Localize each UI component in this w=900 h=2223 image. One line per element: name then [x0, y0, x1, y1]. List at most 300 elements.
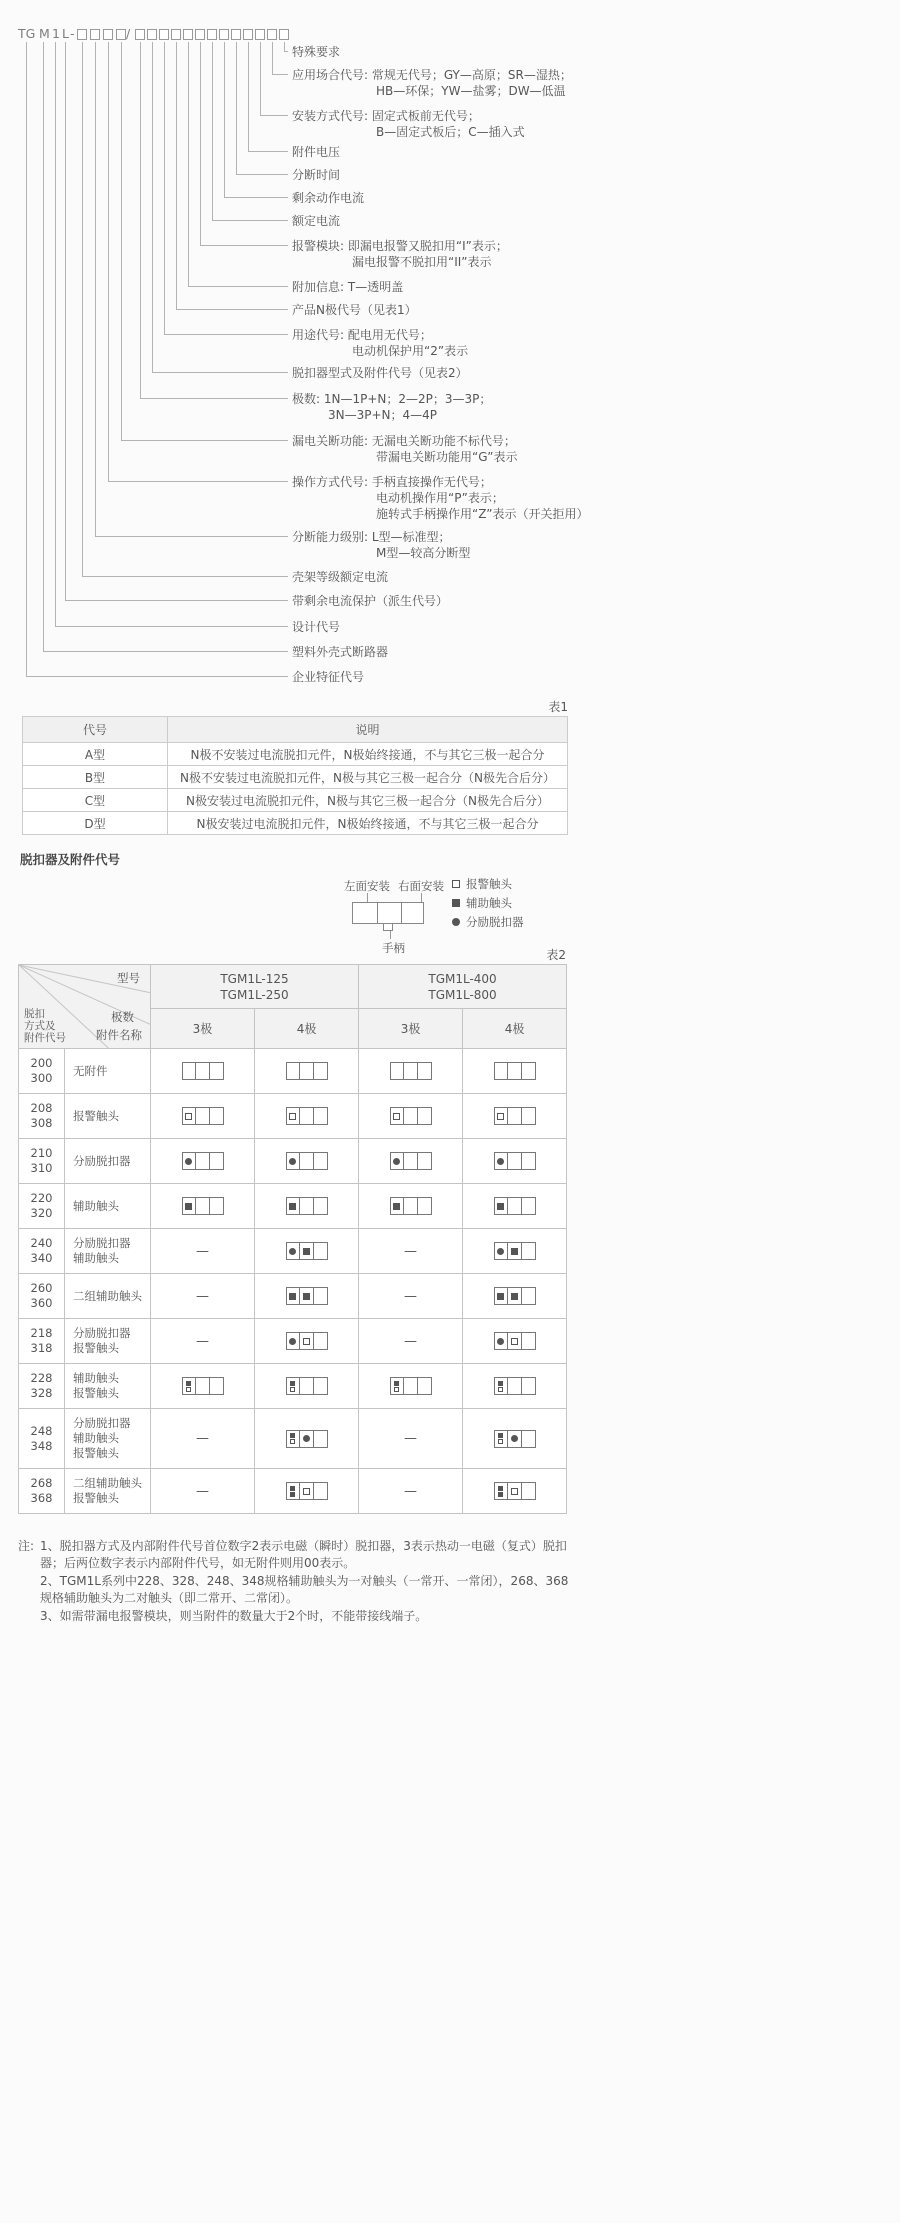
table-row [19, 1319, 567, 1364]
handle-pointer [390, 931, 391, 939]
legend-item [452, 912, 524, 931]
callout-text-line: 3N—3P+N；4—4P [292, 408, 438, 422]
breaker-glyph [390, 1152, 432, 1170]
trip-code: 348 [30, 1438, 53, 1453]
breaker-compartment [314, 1243, 327, 1259]
breaker-compartment [391, 1198, 405, 1214]
code-cell: A型 [23, 743, 168, 766]
breaker-compartment [495, 1063, 509, 1079]
corner-model-label: 型号 [117, 971, 140, 985]
alarm-mark [303, 1338, 310, 1345]
alarm-mark [290, 1387, 295, 1392]
legend-item [452, 893, 524, 912]
trip-code: 260 [30, 1281, 53, 1295]
symbol-cell [463, 1409, 567, 1469]
breaker-compartment [300, 1063, 314, 1079]
accessory-name-cell [65, 1139, 151, 1184]
callout-label [292, 669, 364, 685]
breaker-compartment [287, 1483, 301, 1499]
accessory-name-cell [65, 1229, 151, 1274]
aux-mark [303, 1293, 310, 1300]
callout-label [292, 593, 448, 609]
trip-code-cell [19, 1184, 65, 1229]
shunt-mark [289, 1248, 296, 1255]
accessory-name-cell [65, 1364, 151, 1409]
model-prefix-char: L [62, 26, 69, 41]
model-name: TGM1L-125 [220, 971, 289, 986]
breaker-compartment [418, 1198, 431, 1214]
shunt-mark [289, 1338, 296, 1345]
breaker-compartment [210, 1378, 223, 1394]
breaker-glyph [494, 1287, 536, 1305]
accessory-name-line: 报警触头 [73, 1386, 119, 1400]
breaker-glyph [182, 1197, 224, 1215]
breaker-compartment [196, 1378, 210, 1394]
breaker-compartment [300, 1483, 314, 1499]
model-prefix-char: M [39, 26, 50, 41]
breaker-compartment [314, 1483, 327, 1499]
accessory-name-line: 报警触头 [73, 1341, 119, 1355]
breaker-glyph [286, 1152, 328, 1170]
breaker-compartment [508, 1431, 522, 1447]
breaker-divider [377, 903, 378, 923]
breaker-compartment [210, 1063, 223, 1079]
breaker-compartment [495, 1378, 509, 1394]
breaker-compartment [314, 1378, 327, 1394]
accessory-name-line: 二组辅助触头 [73, 1476, 142, 1490]
breaker-compartment [391, 1063, 405, 1079]
callout-text-line: 电动机保护用“2”表示 [292, 344, 469, 358]
callout-label [292, 302, 417, 318]
breaker-compartment [508, 1288, 522, 1304]
symbol-cell: — [359, 1469, 463, 1514]
trip-code: 320 [30, 1206, 53, 1220]
aux-mark [185, 1203, 192, 1210]
symbol-cell [463, 1469, 567, 1514]
accessory-name-cell [65, 1049, 151, 1094]
breaker-compartment [300, 1108, 314, 1124]
n-pole-code-table [22, 716, 568, 835]
accessory-name-line: 分励脱扣器 [73, 1236, 131, 1250]
callout-label [292, 44, 340, 60]
callout-text-line: 安装方式代号: 固定式板前无代号； [292, 109, 480, 123]
trip-code: 310 [30, 1161, 53, 1175]
model-prefix-char: TG [18, 26, 36, 41]
description-cell: N极安装过电流脱扣元件，N极与其它三极一起合分（N极先合后分） [168, 789, 568, 812]
aux-mark [498, 1433, 503, 1438]
callout-text-line: B—固定式板后；C—插入式 [292, 125, 525, 139]
aux-mark [289, 1203, 296, 1210]
breaker-glyph [494, 1152, 536, 1170]
model-digit-box [171, 29, 181, 40]
accessory-name-line: 分励脱扣器 [73, 1416, 131, 1430]
table-row [19, 1409, 567, 1469]
table-row [23, 812, 568, 835]
breaker-compartment [404, 1063, 418, 1079]
trip-code-cell [19, 1049, 65, 1094]
breaker-compartment [508, 1063, 522, 1079]
breaker-compartment [196, 1153, 210, 1169]
aux-mark [511, 1293, 518, 1300]
callout-text-line: 特殊要求 [292, 45, 341, 59]
symbol-cell [255, 1139, 359, 1184]
model-prefix-char: - [70, 26, 75, 41]
callout-label [292, 644, 388, 660]
table-row [19, 1364, 567, 1409]
breaker-compartment [314, 1198, 327, 1214]
breaker-compartment [418, 1063, 431, 1079]
breaker-glyph [390, 1062, 432, 1080]
aux-mark [498, 1486, 503, 1491]
callout-text-line: HB—环保；YW—盐雾；DW—低温 [292, 84, 566, 98]
symbol-cell: — [359, 1274, 463, 1319]
aux-mark [303, 1248, 310, 1255]
breaker-glyph [286, 1430, 328, 1448]
breaker-compartment [495, 1333, 509, 1349]
table-row [19, 1184, 567, 1229]
left-mount-pointer [367, 893, 368, 902]
breaker-compartment [287, 1108, 301, 1124]
accessory-name-line: 报警触头 [73, 1446, 119, 1460]
symbol-cell [255, 1469, 359, 1514]
breaker-compartment [522, 1378, 535, 1394]
breaker-glyph [286, 1107, 328, 1125]
breaker-compartment [522, 1108, 535, 1124]
symbol-cell [255, 1049, 359, 1094]
handle-tab [383, 924, 393, 931]
breaker-compartment [391, 1378, 405, 1394]
callout-label [292, 569, 388, 585]
symbol-cell [463, 1274, 567, 1319]
trip-code-cell [19, 1139, 65, 1184]
callout-text-line: 设计代号 [292, 620, 341, 634]
table2-corner-cell [19, 965, 151, 1049]
breaker-compartment [508, 1243, 522, 1259]
callout-text-line: 额定电流 [292, 214, 341, 228]
callout-label [292, 619, 340, 635]
breaker-glyph [390, 1377, 432, 1395]
breaker-compartment [287, 1333, 301, 1349]
breaker-glyph [390, 1107, 432, 1125]
model-digit-box [116, 29, 126, 40]
trip-code: 308 [30, 1116, 53, 1130]
breaker-glyph [286, 1197, 328, 1215]
model-prefix-char: 1 [52, 26, 60, 41]
breaker-compartment [404, 1153, 418, 1169]
breaker-compartment [495, 1153, 509, 1169]
symbol-cell: — [151, 1469, 255, 1514]
callout-label [292, 474, 588, 522]
breaker-glyph [286, 1242, 328, 1260]
trip-code: 300 [30, 1071, 53, 1085]
model-digit-box [147, 29, 157, 40]
alarm-mark [393, 1113, 400, 1120]
right-mount-pointer [421, 893, 422, 902]
trip-code-cell [19, 1364, 65, 1409]
symbol-cell: — [151, 1229, 255, 1274]
trip-code: 368 [30, 1491, 53, 1505]
breaker-glyph [182, 1377, 224, 1395]
trip-code-cell [19, 1469, 65, 1514]
model-digit-box [103, 29, 113, 40]
model-digit-box [135, 29, 145, 40]
callout-label [292, 144, 340, 160]
breaker-glyph [494, 1332, 536, 1350]
alarm-mark [497, 1113, 504, 1120]
breaker-compartment [210, 1108, 223, 1124]
model-digit-box [219, 29, 229, 40]
breaker-compartment [196, 1063, 210, 1079]
breaker-compartment [314, 1153, 327, 1169]
model-name: TGM1L-400 [428, 971, 497, 986]
accessory-name-line: 辅助触头 [73, 1198, 119, 1213]
corner-poles-label: 极数 [111, 1010, 134, 1024]
symbol-cell [255, 1094, 359, 1139]
callout-label [292, 327, 468, 359]
breaker-compartment [300, 1431, 314, 1447]
breaker-compartment [300, 1333, 314, 1349]
callout-connector [26, 42, 288, 677]
callout-text-line: 带漏电关断功能用“G”表示 [292, 450, 518, 464]
alarm-mark [289, 1113, 296, 1120]
model-digit-box [207, 29, 217, 40]
symbol-cell [463, 1184, 567, 1229]
callout-text-line: 带剩余电流保护（派生代号） [292, 594, 449, 608]
breaker-compartment [287, 1198, 301, 1214]
accessory-name-cell [65, 1319, 151, 1364]
symbol-cell [151, 1364, 255, 1409]
breaker-compartment [300, 1243, 314, 1259]
note-item: 1、脱扣器方式及内部附件代号首位数字2表示电磁（瞬时）脱扣器，3表示热动一电磁（复式）脱扣器；后两位数字表示内部附件代号，如无附件则用00表示。 [40, 1539, 567, 1570]
table2-tag: 表2 [546, 948, 566, 962]
table-row [19, 1469, 567, 1514]
breaker-compartment [508, 1198, 522, 1214]
model-digit-box [255, 29, 265, 40]
symbol-cell [463, 1049, 567, 1094]
handle-label: 手柄 [382, 941, 405, 955]
symbol-cell [359, 1139, 463, 1184]
table-row [23, 766, 568, 789]
symbol-cell [359, 1049, 463, 1094]
symbol-cell [463, 1139, 567, 1184]
alarm-mark [185, 1113, 192, 1120]
symbol-cell [255, 1364, 359, 1409]
aux-mark [498, 1381, 503, 1386]
breaker-compartment [300, 1378, 314, 1394]
aux-mark [290, 1381, 295, 1386]
breaker-compartment [495, 1288, 509, 1304]
trip-code-cell [19, 1274, 65, 1319]
breaker-divider [401, 903, 402, 923]
breaker-compartment [508, 1333, 522, 1349]
callout-text-line: 塑料外壳式断路器 [292, 645, 389, 659]
aux-mark [290, 1486, 295, 1491]
breaker-compartment [418, 1153, 431, 1169]
model-digit-box [77, 29, 87, 40]
callout-text-line: 电动机操作用“P”表示； [292, 491, 504, 505]
breaker-compartment [183, 1063, 197, 1079]
aux-mark [452, 899, 460, 907]
callout-text-line: 分断时间 [292, 168, 341, 182]
aux-mark [186, 1381, 191, 1386]
breaker-glyph [494, 1242, 536, 1260]
trip-code: 268 [30, 1476, 53, 1490]
legend-label: 分励脱扣器 [466, 914, 524, 929]
notes-prefix: 注: [18, 1539, 35, 1553]
breaker-glyph [494, 1107, 536, 1125]
breaker-glyph [182, 1107, 224, 1125]
breaker-compartment [314, 1108, 327, 1124]
breaker-glyph [390, 1197, 432, 1215]
trip-code: 218 [30, 1326, 53, 1340]
alarm-mark [452, 880, 460, 888]
breaker-compartment [495, 1198, 509, 1214]
corner-trip-code-line: 附件代号 [24, 1032, 66, 1044]
table1-header-row [23, 717, 568, 743]
callout-label [292, 108, 525, 140]
aux-mark [497, 1293, 504, 1300]
breaker-glyph [182, 1062, 224, 1080]
breaker-compartment [522, 1063, 535, 1079]
alarm-mark [303, 1488, 310, 1495]
accessory-legend [452, 874, 524, 931]
symbol-cell [359, 1094, 463, 1139]
breaker-compartment [287, 1063, 301, 1079]
table1-header: 代号 [23, 717, 168, 743]
accessory-name-cell [65, 1184, 151, 1229]
trip-code: 360 [30, 1296, 53, 1310]
accessory-name-cell [65, 1094, 151, 1139]
breaker-glyph [494, 1197, 536, 1215]
aux-mark [290, 1492, 295, 1497]
accessory-section-heading: 脱扣器及附件代号 [20, 852, 121, 867]
callout-text-line: 企业特征代号 [292, 670, 365, 684]
breaker-glyph [286, 1287, 328, 1305]
callout-text-line: 附件电压 [292, 145, 341, 159]
breaker-compartment [508, 1153, 522, 1169]
breaker-compartment [287, 1153, 301, 1169]
trip-code: 340 [30, 1251, 53, 1265]
description-cell: N极安装过电流脱扣元件，N极始终接通，不与其它三极一起合分 [168, 812, 568, 835]
trip-code: 328 [30, 1386, 53, 1400]
accessory-name-line: 辅助触头 [73, 1431, 119, 1445]
breaker-outline [352, 902, 424, 924]
symbol-cell: — [359, 1229, 463, 1274]
callout-text-line: M型—较高分断型 [292, 546, 471, 560]
model-group-header [151, 965, 359, 1009]
accessory-name-line: 报警触头 [73, 1491, 119, 1505]
table2-model-row [19, 965, 567, 1009]
trip-code: 220 [30, 1191, 53, 1205]
breaker-compartment [404, 1378, 418, 1394]
left-mount-label: 左面安装 [344, 879, 390, 893]
callout-text-line: 剩余动作电流 [292, 191, 365, 205]
breaker-compartment [196, 1198, 210, 1214]
legend-label: 报警触头 [466, 876, 512, 891]
callout-label [292, 190, 364, 206]
table-row [23, 743, 568, 766]
alarm-mark [511, 1488, 518, 1495]
model-digit-box [183, 29, 193, 40]
model-digit-box [243, 29, 253, 40]
aux-mark [393, 1203, 400, 1210]
breaker-glyph [286, 1062, 328, 1080]
breaker-compartment [287, 1431, 301, 1447]
aux-mark [394, 1381, 399, 1386]
alarm-mark [290, 1439, 295, 1444]
symbol-cell: — [359, 1319, 463, 1364]
callout-text-line: 脱扣器型式及附件代号（见表2） [292, 366, 468, 380]
aux-mark [498, 1492, 503, 1497]
breaker-compartment [508, 1378, 522, 1394]
breaker-compartment [314, 1288, 327, 1304]
symbol-cell [359, 1184, 463, 1229]
accessory-name-cell [65, 1409, 151, 1469]
breaker-compartment [495, 1483, 509, 1499]
table-row [19, 1139, 567, 1184]
callout-text-line: 报警模块: 即漏电报警又脱扣用“I”表示； [292, 239, 508, 253]
breaker-compartment [314, 1333, 327, 1349]
trip-code: 240 [30, 1236, 53, 1250]
right-mount-label: 右面安装 [398, 879, 444, 893]
table-row [19, 1094, 567, 1139]
corner-accessory-name-label: 附件名称 [96, 1028, 142, 1042]
breaker-compartment [418, 1108, 431, 1124]
breaker-glyph [494, 1062, 536, 1080]
shunt-mark [497, 1158, 504, 1165]
breaker-glyph [286, 1332, 328, 1350]
symbol-cell [359, 1364, 463, 1409]
callout-text-line: 分断能力级别: L型—标准型； [292, 530, 451, 544]
aux-mark [497, 1203, 504, 1210]
breaker-glyph [494, 1377, 536, 1395]
table-row [19, 1274, 567, 1319]
breaker-compartment [183, 1378, 197, 1394]
shunt-mark [289, 1158, 296, 1165]
breaker-compartment [183, 1108, 197, 1124]
breaker-compartment [183, 1153, 197, 1169]
shunt-mark [185, 1158, 192, 1165]
callout-text-line: 漏电关断功能: 无漏电关断功能不标代号； [292, 434, 516, 448]
callout-text-line: 用途代号: 配电用无代号； [292, 328, 432, 342]
accessory-name-cell [65, 1469, 151, 1514]
breaker-compartment [522, 1288, 535, 1304]
callout-label [292, 213, 340, 229]
trip-code: 248 [30, 1423, 53, 1438]
breaker-compartment [287, 1378, 301, 1394]
callout-label [292, 167, 340, 183]
symbol-cell [151, 1049, 255, 1094]
breaker-compartment [210, 1198, 223, 1214]
breaker-compartment [404, 1108, 418, 1124]
model-designation-diagram [0, 0, 640, 700]
aux-mark [511, 1248, 518, 1255]
shunt-mark [452, 918, 460, 926]
callout-text-line: 操作方式代号: 手柄直接操作无代号； [292, 475, 492, 489]
callout-text-line: 壳架等级额定电流 [292, 570, 389, 584]
accessory-name-line: 辅助触头 [73, 1251, 119, 1265]
callout-label [292, 279, 403, 295]
breaker-compartment [495, 1243, 509, 1259]
note-item: 3、如需带漏电报警模块，则当附件的数量大于2个时，不能带接线端子。 [40, 1609, 428, 1623]
trip-code-cell [19, 1319, 65, 1364]
pole-header: 4极 [255, 1009, 359, 1049]
alarm-mark [394, 1387, 399, 1392]
symbol-cell [255, 1184, 359, 1229]
alarm-mark [511, 1338, 518, 1345]
breaker-compartment [522, 1431, 535, 1447]
model-digit-box [90, 29, 100, 40]
